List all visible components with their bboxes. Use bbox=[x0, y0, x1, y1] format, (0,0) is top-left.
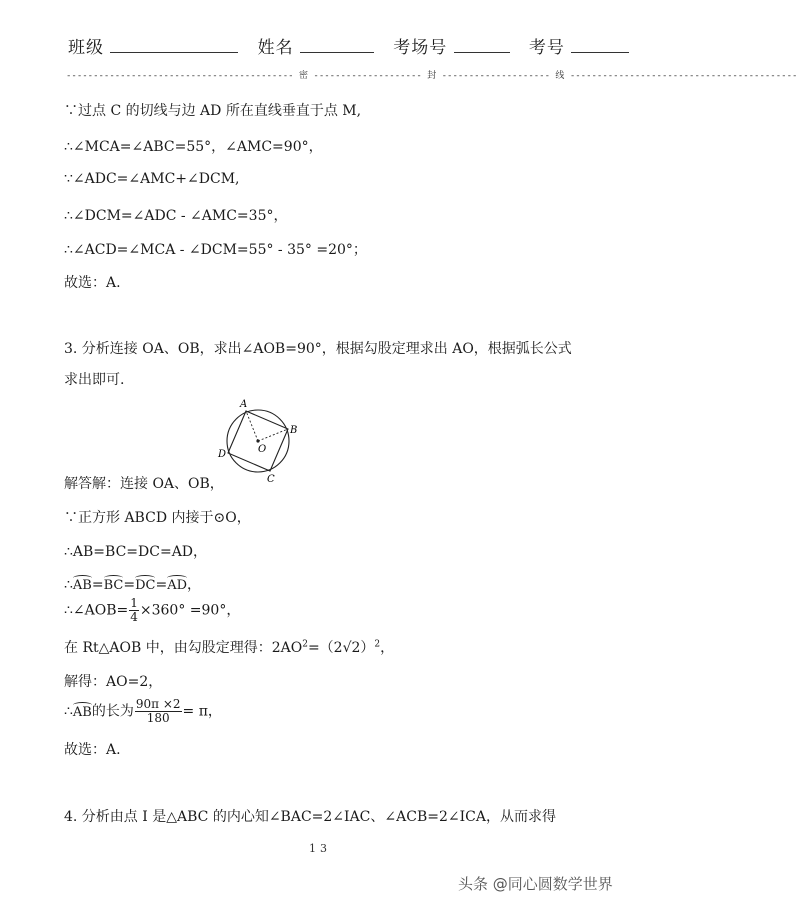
superscript-2: 2 bbox=[374, 639, 381, 650]
problem-3-line-pythagoras bbox=[64, 637, 394, 657]
fraction-denominator: 180 bbox=[146, 711, 170, 725]
pythagoras-mid: =（2 bbox=[307, 640, 343, 656]
proof-line-1: ∵过点 C 的切线与边 AD 所在直线垂直于点 M, bbox=[64, 103, 362, 119]
label-c: C bbox=[267, 474, 275, 485]
label-a: A bbox=[240, 399, 248, 410]
problem-3-line-ao: 解得：AO=2， bbox=[64, 674, 163, 690]
fraction-numerator: 1 bbox=[130, 596, 138, 610]
problem-3-analysis: 3. 分析连接 OA、OB，求出∠AOB=90°，根据勾股定理求出 AO，根据弧长公式 bbox=[64, 341, 572, 357]
arc-ab: AB bbox=[72, 704, 92, 720]
fraction-one-quarter bbox=[129, 597, 139, 624]
proof-line-3: ∵∠ADC=∠AMC+∠DCM, bbox=[64, 171, 240, 187]
problem-3-solution-start: 解答解：连接 OA、OB， bbox=[64, 476, 224, 492]
exam-number-blank bbox=[571, 38, 629, 53]
problem-3-analysis-cont: 求出即可. bbox=[64, 372, 125, 388]
arc-ab: AB bbox=[72, 578, 92, 593]
circle-square-diagram bbox=[212, 397, 302, 487]
angle-aob-suffix: ×360° =90°， bbox=[139, 602, 241, 619]
center-point bbox=[256, 439, 259, 442]
page-number: 13 bbox=[309, 842, 331, 855]
equals-sign: = bbox=[91, 577, 104, 593]
problem-3-line-e: ∴AB=BC=DC=AD， bbox=[64, 544, 208, 560]
exam-number-label: 考号 bbox=[528, 38, 565, 58]
fraction-numerator: 90π ×2 bbox=[135, 697, 181, 711]
name-blank bbox=[300, 38, 374, 53]
arc-ad: AD bbox=[167, 578, 188, 593]
label-b: B bbox=[290, 425, 298, 436]
angle-aob-prefix: ∴∠AOB= bbox=[64, 602, 129, 619]
problem-3-line-arc-length bbox=[64, 698, 222, 725]
superscript-2: 2 bbox=[302, 639, 308, 650]
proof-line-5: ∴∠ACD=∠MCA - ∠DCM=55° - 35° =20°； bbox=[64, 242, 367, 258]
watermark: 头条 @同心圆数学世界 bbox=[458, 875, 613, 893]
fraction-arc-length bbox=[135, 698, 182, 725]
problem-3-line-arcs bbox=[64, 574, 201, 594]
fraction-denominator: 4 bbox=[130, 610, 138, 624]
therefore-symbol: ∴ bbox=[64, 577, 73, 593]
proof-line-4: ∴∠DCM=∠ADC - ∠AMC=35°， bbox=[64, 208, 288, 224]
problem-3-line-d: ∵正方形 ABCD 内接于⊙O， bbox=[64, 510, 251, 526]
arc-bc: BC bbox=[103, 578, 124, 593]
sqrt-two: √2 bbox=[342, 640, 361, 656]
answer-line-2: 故选：A. bbox=[64, 275, 121, 291]
proof-line-2: ∴∠MCA=∠ABC=55°，∠AMC=90°， bbox=[64, 139, 323, 155]
seal-line: ------------------------------------------ 密 -------------------- 封 -------------------- 线 ------------------------------------------ bbox=[66, 71, 797, 81]
arc-length-result: = π， bbox=[182, 703, 222, 720]
equals-sign: = bbox=[123, 577, 136, 593]
answer-line-3: 故选：A. bbox=[64, 742, 121, 758]
class-label: 班级 bbox=[68, 38, 104, 58]
problem-3-line-angle bbox=[64, 597, 240, 624]
comma: ， bbox=[187, 577, 202, 593]
exam-room-label: 考场号 bbox=[393, 38, 448, 58]
therefore-symbol: ∴ bbox=[64, 703, 73, 720]
arc-dc: DC bbox=[135, 578, 156, 593]
arc-length-text: 的长为 bbox=[91, 703, 134, 720]
problem-4-analysis: 4. 分析由点 I 是△ABC 的内心知∠BAC=2∠IAC、∠ACB=2∠ICA，从而求得 bbox=[64, 809, 556, 825]
label-d: D bbox=[218, 449, 227, 460]
pythagoras-prefix: 在 Rt△AOB 中，由勾股定理得：2AO bbox=[64, 640, 303, 656]
exam-room-blank bbox=[454, 38, 510, 53]
pythagoras-close: ） bbox=[360, 640, 375, 656]
name-label: 姓名 bbox=[257, 38, 294, 58]
class-blank bbox=[110, 38, 238, 53]
label-o: O bbox=[258, 444, 267, 455]
exam-header bbox=[68, 33, 629, 58]
comma: ， bbox=[380, 640, 395, 656]
equals-sign: = bbox=[155, 577, 168, 593]
